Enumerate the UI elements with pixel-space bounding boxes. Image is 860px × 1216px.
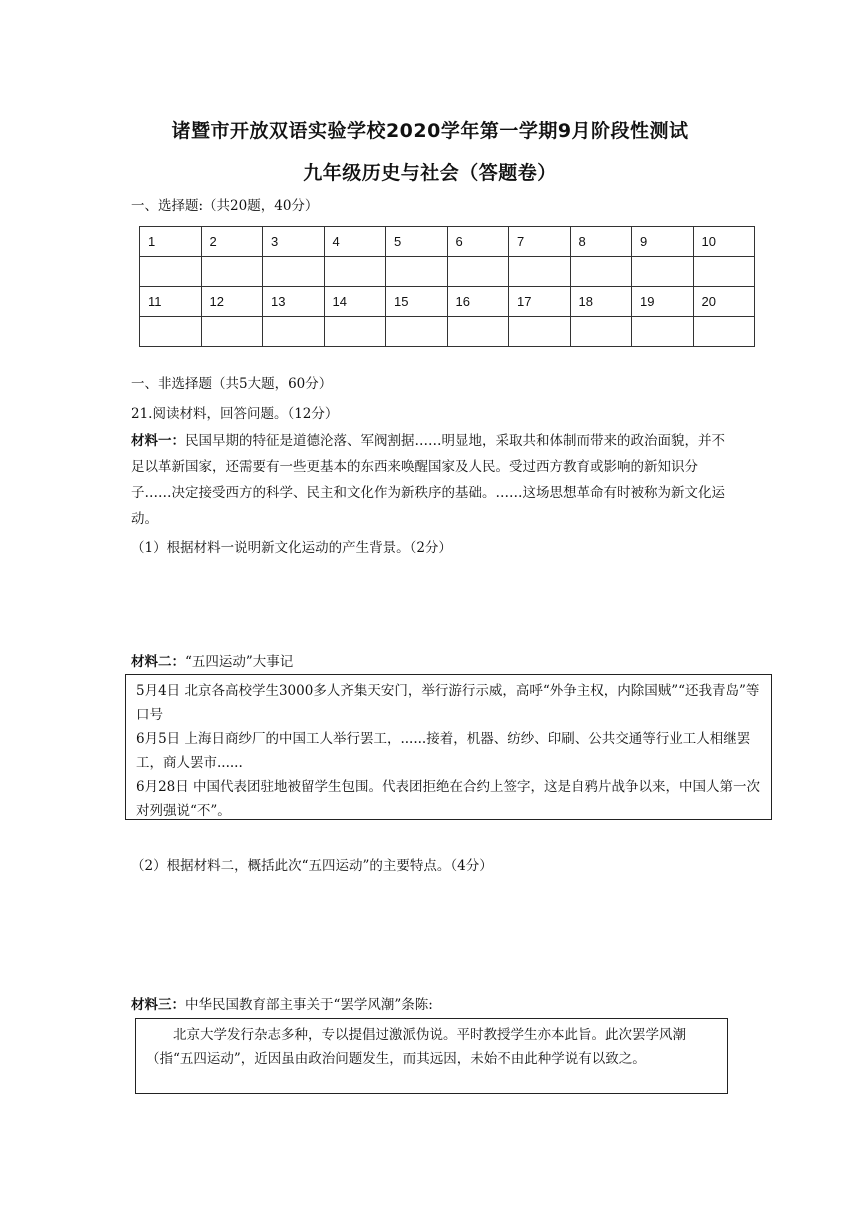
answer-cell[interactable] [263, 317, 325, 347]
answer-grid [139, 226, 755, 347]
answer-cell[interactable] [509, 317, 571, 347]
event-item: 5月4日 北京各高校学生3000多人齐集天安门，举行游行示威，高呼“外争主权，内除国贼”“还我青岛”等口号 [136, 683, 760, 723]
question-number: 17 [509, 287, 571, 317]
section1-heading: 一、选择题:（共20题，40分） [131, 198, 319, 214]
question-number: 20 [693, 287, 755, 317]
answer-cell[interactable] [632, 257, 694, 287]
material-2-box [125, 674, 772, 820]
sub-question-2: （2）根据材料二，概括此次“五四运动”的主要特点。（4分） [131, 858, 493, 874]
material-3-header [131, 995, 433, 1015]
question-number: 10 [693, 227, 755, 257]
answer-cell[interactable] [201, 257, 263, 287]
question-number: 3 [263, 227, 325, 257]
answer-cell[interactable] [324, 257, 386, 287]
answer-cell[interactable] [570, 257, 632, 287]
question-number: 8 [570, 227, 632, 257]
event-item: 6月5日 上海日商纱厂的中国工人举行罢工，......接着，机器、纺纱、印刷、公共交通等行业工人相继罢工，商人罢市...... [136, 731, 751, 771]
answer-row [140, 257, 755, 287]
question-number: 14 [324, 287, 386, 317]
answer-cell[interactable] [447, 317, 509, 347]
material-1-label: 材料一： [131, 433, 185, 449]
question-number: 5 [386, 227, 448, 257]
material-1 [131, 428, 738, 532]
question-number: 11 [140, 287, 202, 317]
question-number: 15 [386, 287, 448, 317]
material-3-title: 中华民国教育部主事关于“罢学风潮”条陈: [185, 997, 433, 1013]
number-row [140, 287, 755, 317]
question-number: 9 [632, 227, 694, 257]
page-title: 诸暨市开放双语实验学校2020学年第一学期9月阶段性测试 [171, 120, 689, 142]
answer-cell[interactable] [140, 317, 202, 347]
question-number: 2 [201, 227, 263, 257]
answer-cell[interactable] [386, 317, 448, 347]
question-number: 12 [201, 287, 263, 317]
answer-cell[interactable] [570, 317, 632, 347]
answer-cell[interactable] [693, 317, 755, 347]
answer-cell[interactable] [140, 257, 202, 287]
material-2-title: “五四运动”大事记 [185, 654, 294, 670]
page-subtitle: 九年级历史与社会（答题卷） [303, 162, 557, 184]
question-number: 18 [570, 287, 632, 317]
section2-heading: 一、非选择题（共5大题，60分） [131, 376, 333, 392]
answer-cell[interactable] [447, 257, 509, 287]
question-number: 13 [263, 287, 325, 317]
answer-cell[interactable] [509, 257, 571, 287]
answer-cell[interactable] [201, 317, 263, 347]
answer-cell[interactable] [693, 257, 755, 287]
material-1-text: 民国早期的特征是道德沦落、军阀割据……明显地，采取共和体制而带来的政治面貌，并不足以革新国家，还需要有一些更基本的东西来唤醒国家及人民。受过西方教育或影响的新知识分子……决定接受西方的科学、民主和文化作为新秩序的基础。……这场思想革命有时被称为新文化运动。 [131, 433, 725, 527]
sub-question-1: （1）根据材料一说明新文化运动的产生背景。（2分） [131, 540, 452, 556]
question-number: 4 [324, 227, 386, 257]
question-number: 19 [632, 287, 694, 317]
answer-row [140, 317, 755, 347]
material-2-label: 材料二： [131, 654, 185, 670]
question-number: 1 [140, 227, 202, 257]
answer-cell[interactable] [324, 317, 386, 347]
event-item: 6月28日 中国代表团驻地被留学生包围。代表团拒绝在合约上签字，这是自鸦片战争以来，中国人第一次对列强说“不”。 [136, 779, 761, 819]
question-21: 21.阅读材料，回答问题。（12分） [131, 406, 339, 422]
question-number: 16 [447, 287, 509, 317]
answer-cell[interactable] [632, 317, 694, 347]
answer-cell[interactable] [263, 257, 325, 287]
material-3-label: 材料三： [131, 997, 185, 1013]
question-number: 7 [509, 227, 571, 257]
material-3-box [135, 1018, 728, 1094]
answer-cell[interactable] [386, 257, 448, 287]
number-row [140, 227, 755, 257]
material-3-text: 北京大学发行杂志多种，专以提倡过激派伪说。平时教授学生亦本此旨。此次罢学风潮（指“五四运动”，近因虽由政治问题发生，而其远因，未始不由此种学说有以致之。 [146, 1027, 686, 1067]
material-2-header [131, 652, 293, 672]
question-number: 6 [447, 227, 509, 257]
